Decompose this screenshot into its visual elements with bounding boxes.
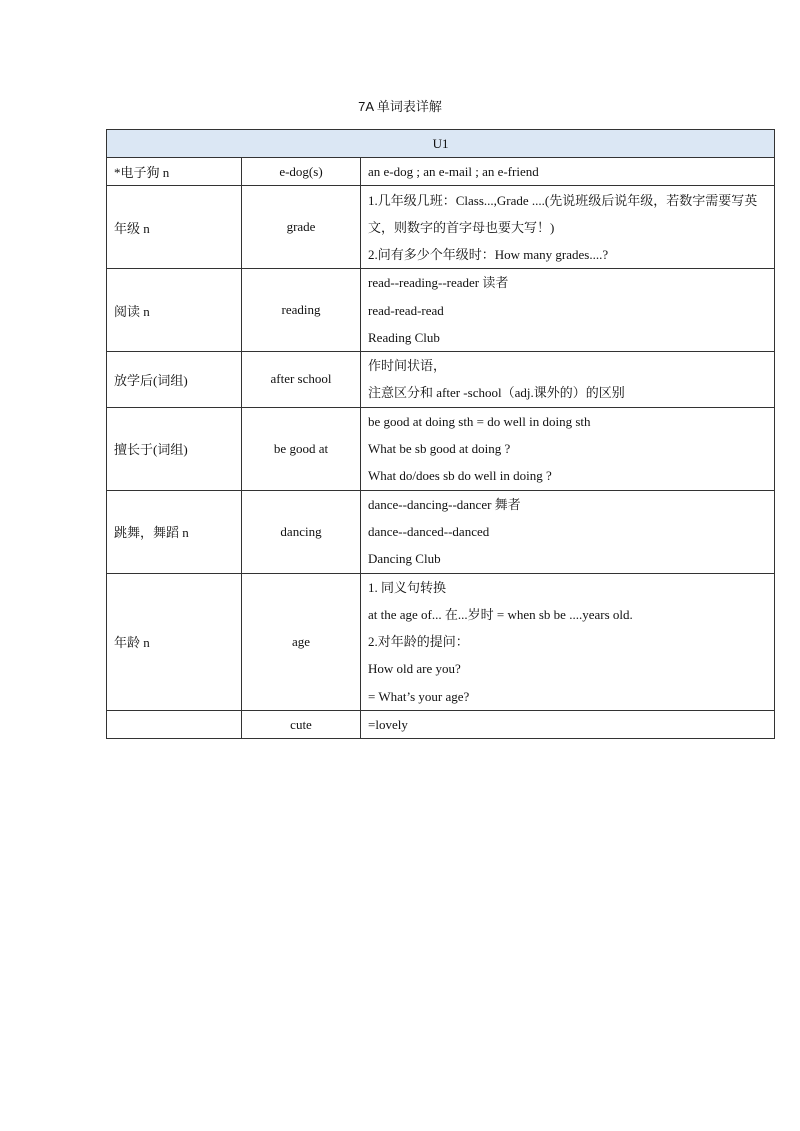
document-title: 7A 单词表详解 <box>358 99 442 114</box>
chinese-meaning: *电子狗 n <box>107 158 242 186</box>
note-line: 1. 同义句转换 <box>368 579 447 595</box>
english-word: age <box>242 573 361 710</box>
chinese-meaning <box>107 711 242 739</box>
note-line: 注意区分和 after -school（adj.课外的）的区别 <box>368 385 625 401</box>
table-row <box>107 490 775 573</box>
note-line: Reading Club <box>368 329 440 345</box>
usage-notes <box>361 352 775 408</box>
note-line: 作时间状语， <box>368 358 447 374</box>
table-row <box>107 186 775 269</box>
note-line: How old are you? <box>368 661 461 677</box>
note-line: 1.几年级几班：Class...,Grade ....(先说班级后说年级，若数字需要写英文，则数字的首字母也要大写！) <box>368 192 758 235</box>
chinese-meaning: 放学后(词组) <box>107 352 242 408</box>
vocabulary-table <box>106 129 775 739</box>
usage-notes <box>361 186 775 269</box>
table-row <box>107 573 775 710</box>
unit-header-row <box>107 130 775 158</box>
chinese-meaning: 跳舞，舞蹈 n <box>107 490 242 573</box>
note-line: 2.对年龄的提问： <box>368 634 469 650</box>
table-row <box>107 711 775 739</box>
table-row <box>107 352 775 408</box>
note-line: read--reading--reader 读者 <box>368 275 509 291</box>
usage-notes <box>361 158 775 186</box>
note-line: What do/does sb do well in doing ? <box>368 468 552 484</box>
chinese-meaning: 年级 n <box>107 186 242 269</box>
table-row <box>107 407 775 490</box>
english-word: dancing <box>242 490 361 573</box>
note-line: be good at doing sth = do well in doing sth <box>368 413 591 429</box>
note-line: at the age of... 在...岁时 = when sb be ....years old. <box>368 606 633 622</box>
chinese-meaning: 擅长于(词组) <box>107 407 242 490</box>
english-word: e-dog(s) <box>242 158 361 186</box>
english-word: grade <box>242 186 361 269</box>
table-row <box>107 158 775 186</box>
usage-notes <box>361 407 775 490</box>
note-line: =lovely <box>368 717 408 733</box>
note-line: 2.问有多少个年级时：How many grades....? <box>368 246 609 262</box>
usage-notes <box>361 269 775 352</box>
english-word: cute <box>242 711 361 739</box>
english-word: after school <box>242 352 361 408</box>
english-word: reading <box>242 269 361 352</box>
note-line: dance--danced--danced <box>368 523 490 539</box>
note-line: Dancing Club <box>368 551 441 567</box>
usage-notes <box>361 711 775 739</box>
usage-notes <box>361 490 775 573</box>
note-line: read-read-read <box>368 302 444 318</box>
table-row <box>107 269 775 352</box>
note-line: an e-dog ; an e-mail ; an e-friend <box>368 164 539 179</box>
note-line: = What’s your age? <box>368 688 470 704</box>
usage-notes <box>361 573 775 710</box>
unit-label: U1 <box>107 130 775 158</box>
chinese-meaning: 阅读 n <box>107 269 242 352</box>
chinese-meaning: 年龄 n <box>107 573 242 710</box>
note-line: What be sb good at doing ? <box>368 441 511 457</box>
english-word: be good at <box>242 407 361 490</box>
note-line: dance--dancing--dancer 舞者 <box>368 496 521 512</box>
